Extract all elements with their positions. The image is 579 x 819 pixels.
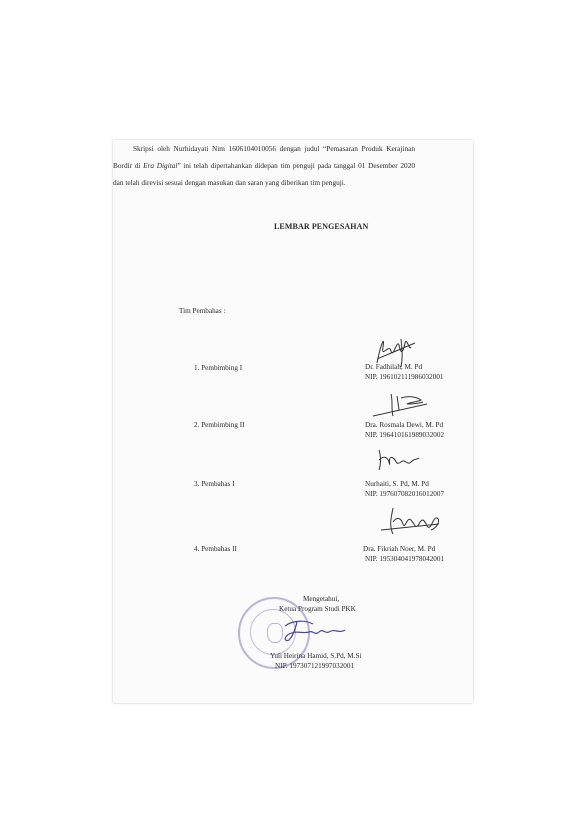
examiner-role-2: 2. Pembimbing II <box>194 421 245 429</box>
paragraph-text-1: Skripsi oleh Nurhidayati Nim 1606104010056 dengan judul “Pemasaran Produk Kerajinan Bordir di <box>113 144 415 170</box>
examiner-name-4: Dra. Fikriah Noer, M. Pd <box>363 545 436 553</box>
examiner-nip-2: NIP. 196410161989032002 <box>365 431 445 439</box>
examiner-role-1: 1. Pembimbing I <box>194 364 243 372</box>
examiner-nip-1: NIP. 196102111986032001 <box>365 373 444 381</box>
examiner-role-3: 3. Pembahas I <box>194 480 235 488</box>
paragraph-italic-title: Era Digital <box>143 161 178 170</box>
approval-name: Yuli Heirina Hamid, S.Pd, M.Si <box>270 652 362 660</box>
approval-position: Ketua Program Studi PKK <box>279 605 356 613</box>
signature-program-head <box>279 616 355 644</box>
document-page <box>113 140 473 703</box>
examiner-nip-4: NIP. 195304041978042001 <box>365 555 445 563</box>
examiner-nip-3: NIP. 197607082016012007 <box>365 490 445 498</box>
examiner-name-1: Dr. Fadhilah, M. Pd <box>365 363 423 371</box>
examiner-role-4: 4. Pembahas II <box>194 545 237 553</box>
document-title: LEMBAR PENGESAHAN <box>274 222 369 231</box>
examiner-name-3: Nurhaiti, S. Pd, M. Pd <box>365 480 429 488</box>
examiner-name-2: Dra. Rosmala Dewi, M. Pd <box>365 421 444 429</box>
signature-examiner-3 <box>375 446 421 474</box>
approval-label: Mengetahui, <box>303 595 340 603</box>
team-label: Tim Pembahas : <box>179 307 226 315</box>
paragraph-text-2: ” ini telah dipertahankan didepan tim penguji pada tanggal 01 Desember 2020 dan telah direvisi sesuai dengan masukan dan saran yang diberikan tim penguji. <box>113 161 415 187</box>
signature-examiner-4 <box>379 502 449 542</box>
approval-paragraph <box>113 140 415 191</box>
approval-nip: NIP. 197307121997032001 <box>275 662 355 670</box>
signature-examiner-2 <box>371 390 433 420</box>
